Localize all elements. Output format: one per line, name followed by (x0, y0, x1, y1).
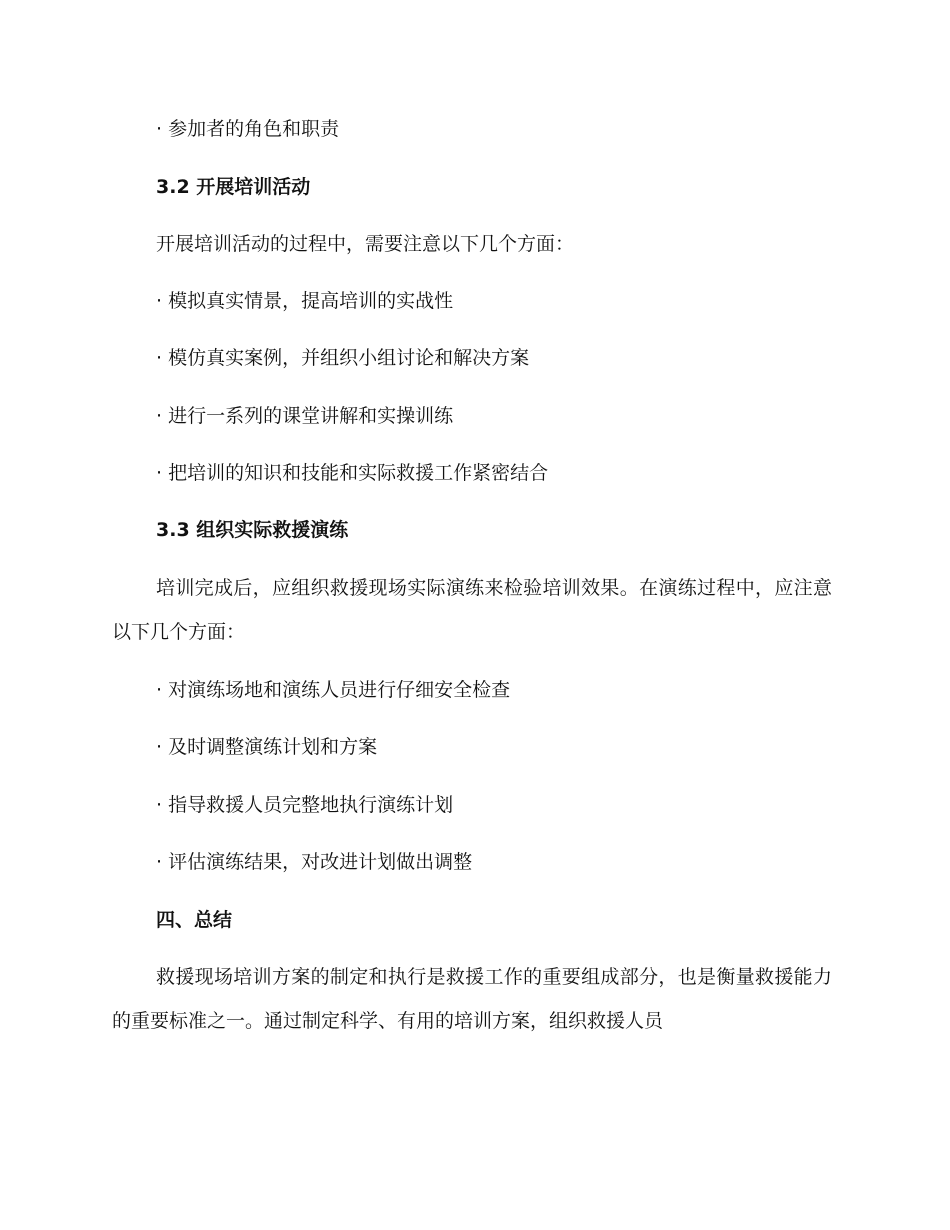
bullet-item: · 模拟真实情景，提高培训的实战性 (156, 290, 454, 312)
bullet-item: · 及时调整演练计划和方案 (156, 736, 378, 758)
section-heading-3-3: 3.3 组织实际救援演练 (156, 519, 349, 541)
bullet-item: · 指导救援人员完整地执行演练计划 (156, 794, 454, 816)
bullet-item: · 评估演练结果，对改进计划做出调整 (156, 851, 473, 873)
section-intro-paragraph: 培训完成后，应组织救援现场实际演练来检验培训效果。在演练过程中，应注意以下几个方面： (112, 577, 832, 643)
section-heading-3-2: 3.2 开展培训活动 (156, 176, 311, 198)
bullet-item: · 对演练场地和演练人员进行仔细安全检查 (156, 679, 511, 701)
bullet-item: · 把培训的知识和技能和实际救援工作紧密结合 (156, 462, 549, 484)
bullet-item: · 参加者的角色和职责 (156, 118, 340, 140)
bullet-item: · 进行一系列的课堂讲解和实操训练 (156, 405, 454, 427)
section-heading-4: 四、总结 (156, 909, 233, 931)
summary-paragraph: 救援现场培训方案的制定和执行是救援工作的重要组成部分，也是衡量救援能力的重要标准之一。通过制定科学、有用的培训方案，组织救援人员 (112, 966, 832, 1032)
bullet-item: · 模仿真实案例，并组织小组讨论和解决方案 (156, 347, 530, 369)
section-intro: 开展培训活动的过程中，需要注意以下几个方面： (156, 233, 575, 255)
